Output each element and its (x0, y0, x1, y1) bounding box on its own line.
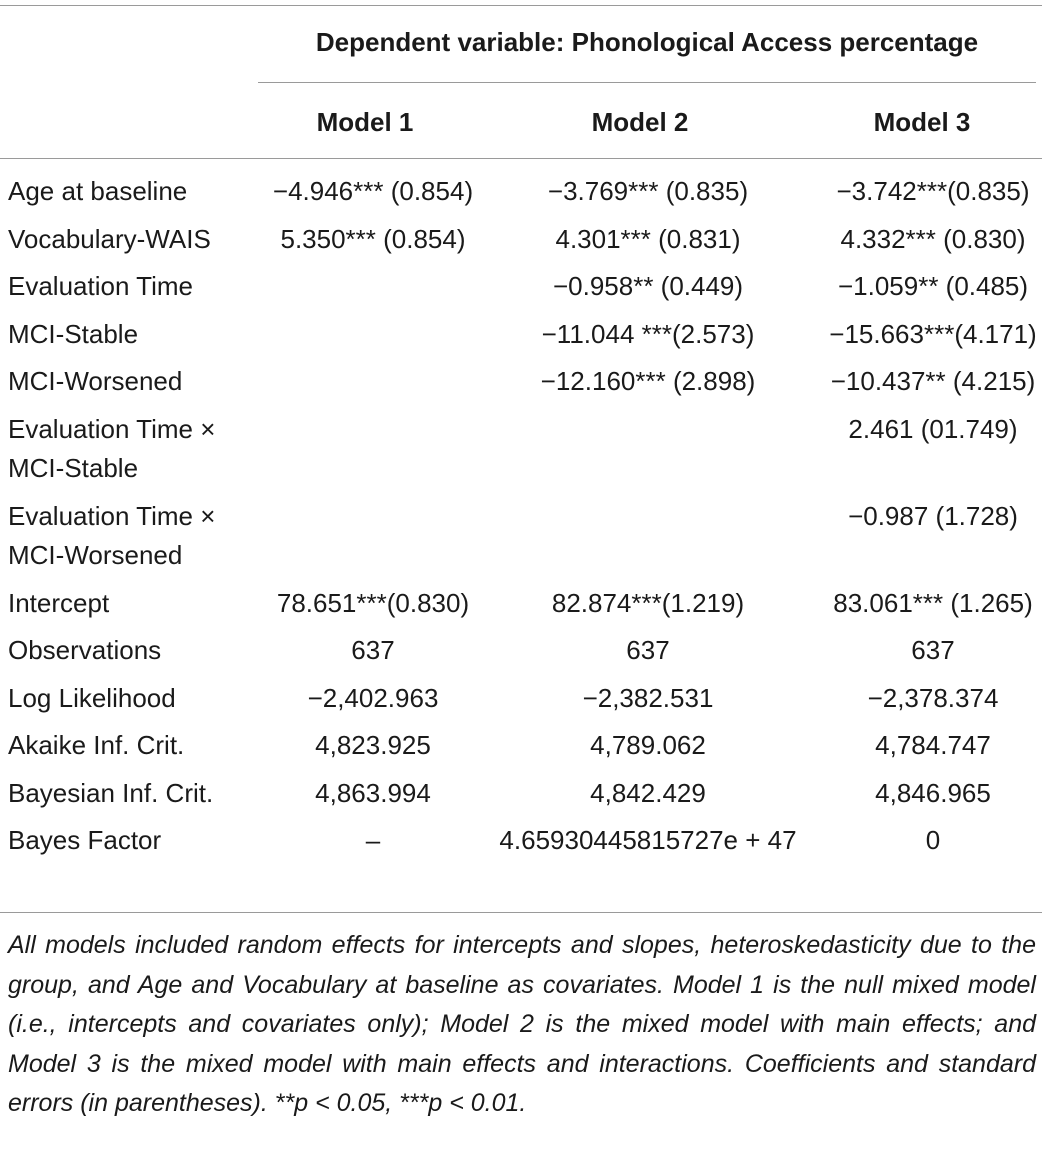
table-row (0, 220, 1042, 268)
model-2-cell: 4.65930445815727e + 47 (499, 825, 797, 855)
row-label: Evaluation Time (8, 271, 193, 301)
table-row (0, 679, 1042, 727)
top-rule (0, 5, 1042, 6)
model-1-cell (266, 267, 480, 315)
row-label: Vocabulary-WAIS (8, 223, 211, 254)
table-row (0, 631, 1042, 679)
model-3-cell: 4.332*** (0.830) (840, 223, 1026, 254)
model-2-cell: −12.160*** (2.898) (540, 366, 756, 396)
model-2-heading: Model 2 (591, 107, 689, 137)
model-1-cell: −4.946*** (0.854) (272, 176, 474, 206)
table-row (0, 362, 1042, 410)
row-label: Bayesian Inf. Crit. (8, 777, 214, 808)
model-1-heading: Model 1 (316, 107, 414, 137)
model-2-cell: −0.958** (0.449) (552, 271, 744, 301)
model-3-cell: 637 (911, 635, 955, 665)
model-1-cell: 637 (351, 635, 395, 665)
model-2-cell: 4.301*** (0.831) (555, 223, 741, 254)
model-1-cell: 4,823.925 (315, 730, 431, 760)
row-label: Age at baseline (8, 176, 188, 206)
model-2-cell: 4,842.429 (590, 777, 706, 808)
model-1-cell: 78.651***(0.830) (276, 587, 470, 618)
model-3-cell: 4,846.965 (875, 777, 991, 808)
model-3-cell: −1.059** (0.485) (837, 271, 1029, 301)
model-3-cell: 2.461 (01.749) (848, 413, 1018, 444)
bottom-rule (0, 912, 1042, 913)
table-row (0, 821, 1042, 869)
coefficients-table (0, 172, 1042, 869)
model-1-cell (266, 410, 480, 497)
model-2-cell (480, 497, 816, 584)
model-3-cell: −2,378.374 (867, 682, 999, 713)
model-3-cell: −0.987 (1.728) (848, 500, 1018, 531)
model-3-heading: Model 3 (873, 107, 971, 137)
model-3-cell: −3.742***(0.835) (836, 176, 1030, 206)
table-row (0, 315, 1042, 363)
model-2-cell: −2,382.531 (582, 682, 714, 713)
row-label: Evaluation Time × MCI-Stable (8, 413, 216, 483)
row-label: Bayes Factor (8, 825, 162, 855)
model-3-cell: −15.663***(4.171) (829, 318, 1037, 349)
model-1-cell (266, 315, 480, 363)
table-row (0, 726, 1042, 774)
table-row (0, 410, 1042, 497)
model-3-cell: 4,784.747 (875, 730, 991, 760)
model-1-cell: 4,863.994 (315, 777, 431, 808)
table-row (0, 267, 1042, 315)
model-1-cell: – (365, 825, 381, 855)
model-2-cell: −3.769*** (0.835) (547, 176, 749, 206)
table-row (0, 497, 1042, 584)
model-2-cell: 82.874***(1.219) (551, 587, 745, 618)
model-3-cell: 83.061*** (1.265) (833, 587, 1033, 618)
table-footnote: All models included random effects for intercepts and slopes, heteroskedasticity due to the group, and Age and Vocabulary at baseline as covariates. Model 1 is the null mixed model (i.e., intercepts and covariates only); Model 2 is the mixed model with main effects; and Model 3 is the mixed model with main effects and interactions. Coefficients and standard errors (in parentheses). **p < 0.05, ***p < 0.01. (8, 931, 1036, 1117)
model-1-cell: 5.350*** (0.854) (280, 223, 466, 254)
row-label: MCI-Stable (8, 318, 139, 349)
table-row (0, 774, 1042, 822)
model-3-cell: 0 (925, 825, 941, 855)
row-label: Intercept (8, 587, 110, 618)
dependent-variable-rule (258, 82, 1036, 83)
row-label: Log Likelihood (8, 682, 176, 713)
model-2-cell: 4,789.062 (590, 730, 706, 760)
dependent-variable-heading: Dependent variable: Phonological Access percentage (315, 27, 979, 57)
model-1-cell (266, 362, 480, 410)
row-label: Evaluation Time × MCI-Worsened (8, 500, 216, 570)
model-1-cell (266, 497, 480, 584)
model-2-cell: 637 (626, 635, 670, 665)
model-2-cell: −11.044 ***(2.573) (541, 318, 755, 349)
header-rule (0, 158, 1042, 159)
table-row (0, 584, 1042, 632)
model-1-cell: −2,402.963 (307, 682, 439, 713)
model-3-cell: −10.437** (4.215) (830, 366, 1036, 396)
row-label: Observations (8, 635, 162, 665)
model-2-cell (480, 410, 816, 497)
table-row (0, 172, 1042, 220)
row-label: MCI-Worsened (8, 366, 183, 396)
row-label: Akaike Inf. Crit. (8, 730, 185, 760)
